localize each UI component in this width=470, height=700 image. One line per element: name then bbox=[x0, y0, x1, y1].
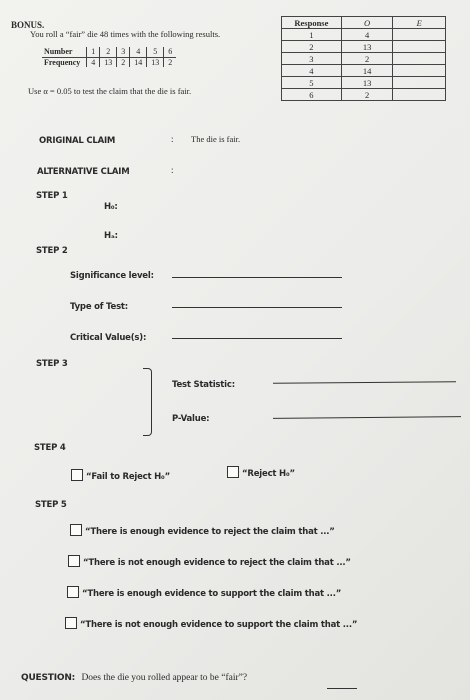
alternative-claim-colon: : bbox=[171, 165, 174, 175]
resp-header-observed: O bbox=[341, 17, 393, 29]
significance-label: Significance level: bbox=[70, 271, 154, 281]
step2-label: STEP 2 bbox=[36, 246, 68, 256]
resp-cell: 2 bbox=[282, 41, 342, 53]
critical-value-answer-line[interactable] bbox=[172, 338, 342, 339]
reject-checkbox[interactable] bbox=[227, 466, 239, 478]
conclusion-checkbox[interactable] bbox=[68, 555, 80, 567]
freq-value: 13 bbox=[147, 57, 164, 67]
question-answer-line[interactable] bbox=[327, 688, 357, 689]
resp-cell: 4 bbox=[341, 29, 393, 41]
resp-cell: 2 bbox=[341, 53, 393, 65]
intro-text: You roll a “fair” die 48 times with the following results. bbox=[30, 29, 221, 39]
step3-label: STEP 3 bbox=[36, 359, 68, 369]
resp-cell-expected[interactable] bbox=[393, 29, 446, 41]
bonus-label: BONUS. bbox=[11, 20, 45, 30]
freq-number: 1 bbox=[87, 47, 100, 57]
resp-cell: 1 bbox=[282, 29, 342, 41]
freq-number: 2 bbox=[100, 47, 117, 57]
freq-number: 3 bbox=[117, 47, 130, 57]
conclusion-option[interactable] bbox=[70, 521, 335, 539]
test-type-label: Type of Test: bbox=[70, 302, 128, 312]
freq-value: 2 bbox=[117, 57, 130, 67]
question-text: Does the die you rolled appear to be “fair”? bbox=[81, 673, 248, 683]
response-table bbox=[281, 16, 446, 101]
freq-value: 13 bbox=[100, 57, 117, 67]
resp-cell: 5 bbox=[282, 77, 342, 89]
frequency-table bbox=[42, 47, 176, 67]
alpha-instruction: Use α = 0.05 to test the claim that the die is fair. bbox=[28, 86, 192, 96]
p-value-label: P-Value: bbox=[172, 414, 210, 424]
significance-answer-line[interactable] bbox=[172, 277, 342, 278]
freq-number: 6 bbox=[164, 47, 177, 57]
conclusion-option[interactable] bbox=[68, 552, 351, 570]
conclusion-checkbox[interactable] bbox=[70, 524, 82, 536]
test-statistic-label: Test Statistic: bbox=[172, 380, 235, 390]
conclusion-checkbox[interactable] bbox=[65, 617, 77, 629]
conclusion-text: “There is enough evidence to support the claim that ...” bbox=[82, 589, 342, 599]
conclusion-checkbox[interactable] bbox=[67, 586, 79, 598]
resp-cell-expected[interactable] bbox=[393, 89, 446, 101]
step1-label: STEP 1 bbox=[36, 191, 68, 201]
reject-option[interactable] bbox=[227, 463, 295, 481]
resp-cell-expected[interactable] bbox=[393, 53, 446, 65]
resp-cell: 14 bbox=[341, 65, 393, 77]
resp-cell: 4 bbox=[282, 65, 342, 77]
resp-header-response: Response bbox=[282, 17, 342, 29]
resp-header-expected: E bbox=[393, 17, 446, 29]
original-claim-label: ORIGINAL CLAIM bbox=[39, 136, 116, 146]
resp-cell: 2 bbox=[341, 89, 393, 101]
step3-bracket bbox=[143, 368, 152, 436]
freq-value: 4 bbox=[87, 57, 100, 67]
test-type-answer-line[interactable] bbox=[172, 307, 342, 308]
null-hypothesis-label: H₀: bbox=[104, 202, 118, 212]
freq-number: 5 bbox=[147, 47, 164, 57]
fail-to-reject-checkbox[interactable] bbox=[71, 469, 83, 481]
resp-cell: 13 bbox=[341, 41, 393, 53]
step4-label: STEP 4 bbox=[34, 443, 66, 453]
fail-to-reject-text: “Fail to Reject H₀” bbox=[86, 472, 170, 482]
freq-value: 14 bbox=[130, 57, 147, 67]
original-claim-colon: : bbox=[171, 134, 174, 144]
freq-row-frequency-label: Frequency bbox=[44, 57, 81, 67]
resp-cell: 3 bbox=[282, 53, 342, 65]
original-claim-value: The die is fair. bbox=[191, 134, 241, 144]
freq-number: 4 bbox=[130, 47, 147, 57]
alternative-claim-label: ALTERNATIVE CLAIM bbox=[37, 167, 130, 177]
resp-cell-expected[interactable] bbox=[393, 41, 446, 53]
conclusion-text: “There is enough evidence to reject the claim that ...” bbox=[85, 527, 335, 537]
resp-cell-expected[interactable] bbox=[393, 65, 446, 77]
freq-value: 2 bbox=[164, 57, 177, 67]
conclusion-text: “There is not enough evidence to reject the claim that ...” bbox=[83, 558, 351, 568]
resp-cell: 13 bbox=[341, 77, 393, 89]
question-row bbox=[21, 673, 247, 683]
fail-to-reject-option[interactable] bbox=[71, 466, 170, 484]
alt-hypothesis-label: Hₐ: bbox=[104, 231, 118, 241]
conclusion-text: “There is not enough evidence to support the claim that ...” bbox=[80, 620, 358, 630]
freq-row-number-label: Number bbox=[42, 47, 87, 57]
resp-cell: 6 bbox=[282, 89, 342, 101]
critical-value-label: Critical Value(s): bbox=[70, 333, 147, 343]
question-label: QUESTION: bbox=[21, 673, 76, 683]
resp-cell-expected[interactable] bbox=[393, 77, 446, 89]
reject-text: “Reject H₀” bbox=[242, 469, 295, 479]
conclusion-option[interactable] bbox=[67, 583, 341, 601]
conclusion-option[interactable] bbox=[65, 614, 357, 632]
step5-label: STEP 5 bbox=[35, 500, 67, 510]
